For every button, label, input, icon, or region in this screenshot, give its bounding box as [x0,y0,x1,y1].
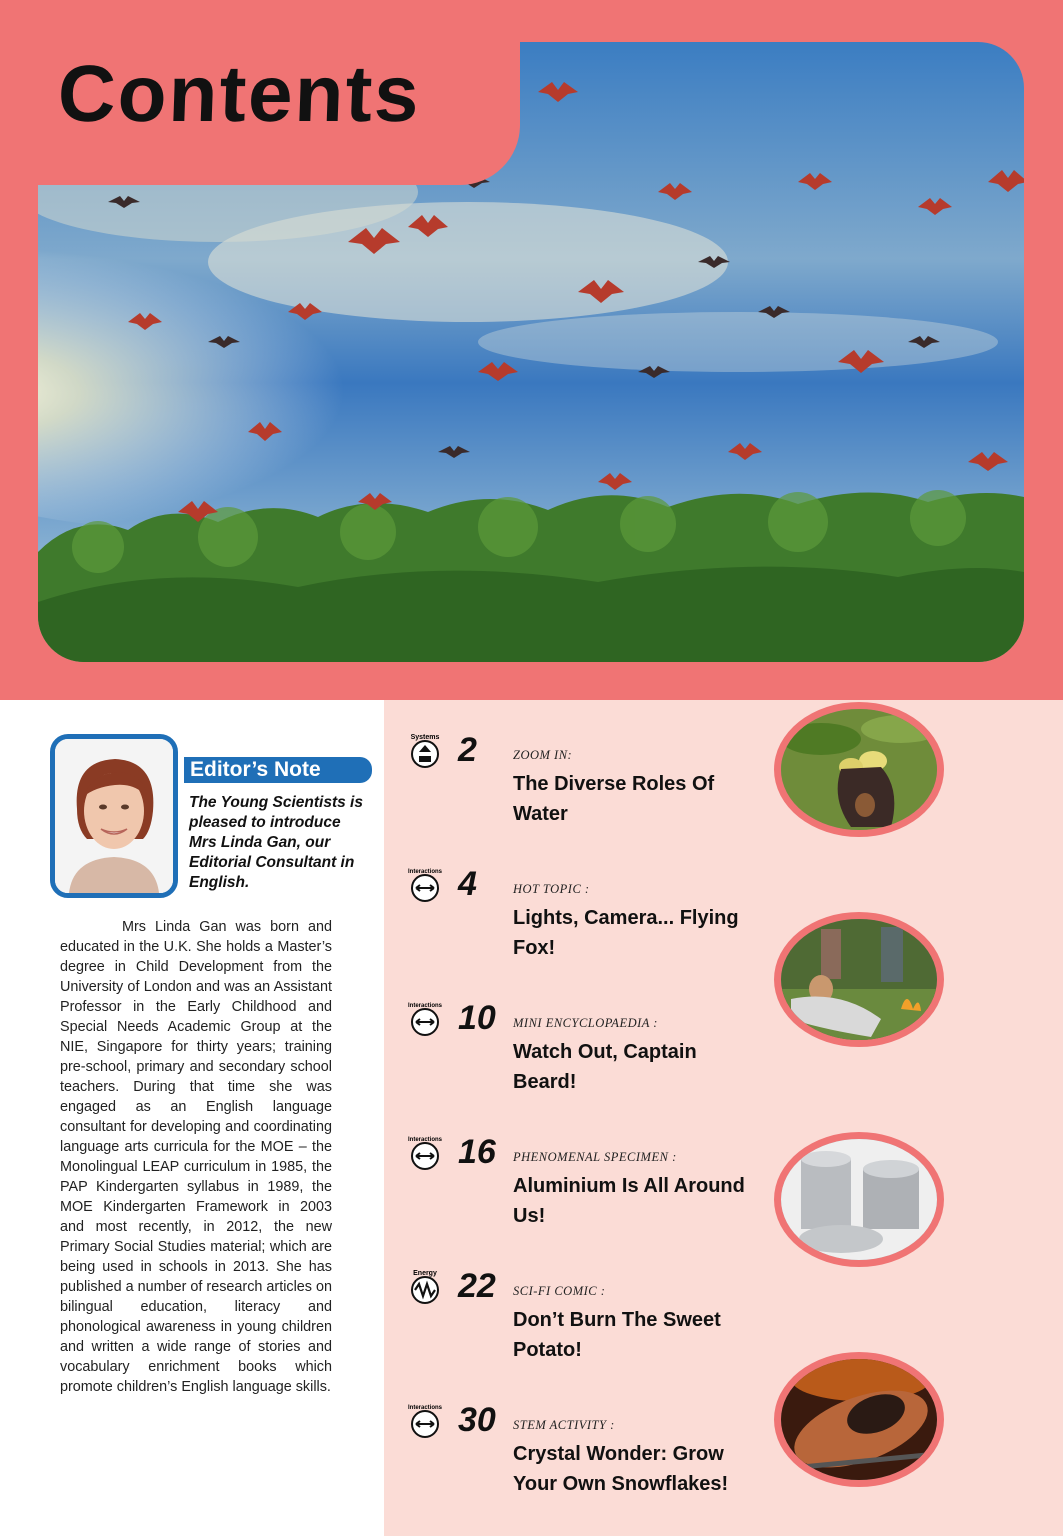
thumb-aluminium-cans [774,1132,944,1267]
toc-title: Crystal Wonder: Grow Your Own Snowflakes! [513,1443,729,1495]
toc-page-number: 16 [458,1133,496,1171]
toc-page-number: 4 [458,865,477,903]
editor-note-intro: The Young Scientists is pleased to introduce Mrs Linda Gan, our Editorial Consultant in English. [189,794,363,891]
toc-entry[interactable] [384,1134,764,1244]
thumb-flying-fox-fruit [774,702,944,837]
thumb-burnt-sweet-potato [774,1352,944,1487]
toc-category: STEM ACTIVITY : [513,1418,615,1432]
toc-category: ZOOM IN: [513,748,573,762]
svg-text:Interactions: Interactions [408,869,442,875]
energy-icon [408,1268,442,1308]
svg-text:Energy: Energy [413,1270,437,1277]
interactions-icon [408,1000,442,1040]
interactions-icon [408,1134,442,1174]
editor-note-heading: Editor’s Note [184,757,372,783]
systems-icon [408,732,442,772]
thumb-campfire-scare [774,912,944,1047]
toc-entry[interactable] [384,1000,764,1110]
toc-entry[interactable] [384,866,764,976]
interactions-icon [408,1402,442,1442]
toc-title: Don’t Burn The Sweet Potato! [513,1309,721,1361]
toc-category: SCI-FI COMIC : [513,1284,606,1298]
svg-text:Systems: Systems [410,734,440,741]
interactions-icon [408,866,442,906]
toc-page-number: 30 [458,1401,496,1439]
toc-category: MINI ENCYCLOPAEDIA : [513,1016,658,1030]
page-title: Contents [56,49,423,138]
toc-category: HOT TOPIC : [513,882,590,896]
toc-page-number: 2 [458,731,477,769]
svg-text:Interactions: Interactions [408,1003,442,1009]
toc-title: Aluminium Is All Around Us! [513,1175,745,1227]
toc-category: PHENOMENAL SPECIMEN : [513,1150,677,1164]
editor-bio: Mrs Linda Gan was born and educated in the U.K. She holds a Master’s degree in Child Development from the University of London and was an Assistant Professor in the Early Childhood and Special Needs Academic Group at the NIE, Singapore for thirty years; training pre-school, primary and secondary school teachers. During that time she was engaged as an English language consultant for developing and coordinating language arts curricula for the MOE – the Monolingual LEAP curriculum in 1985, the PAP Kindergarten syllabus in 1989, the MOE Kindergarten Framework in 2003 and most recently, in 2012, the new Primary Social Studies material; which are being used in schools in 2013. She has published a number of research articles on bilingual education, literacy and phonological awareness in young children and written a wide range of stories and vocabulary enrichment books which promote children’s English language skills. [60,919,332,1395]
toc-entry[interactable] [384,1268,764,1378]
svg-text:Interactions: Interactions [408,1405,442,1411]
toc-entry[interactable] [384,732,764,842]
editor-portrait [50,734,178,898]
contents-column [384,700,1063,1536]
toc-title: Lights, Camera... Flying Fox! [513,907,739,959]
toc-title: Watch Out, Captain Beard! [513,1041,697,1093]
toc-entry[interactable] [384,1402,764,1512]
editor-note-column [0,700,384,1536]
toc-page-number: 22 [458,1267,496,1305]
toc-page-number: 10 [458,999,496,1037]
toc-title: The Diverse Roles Of Water [513,773,715,825]
svg-text:Interactions: Interactions [408,1137,442,1143]
